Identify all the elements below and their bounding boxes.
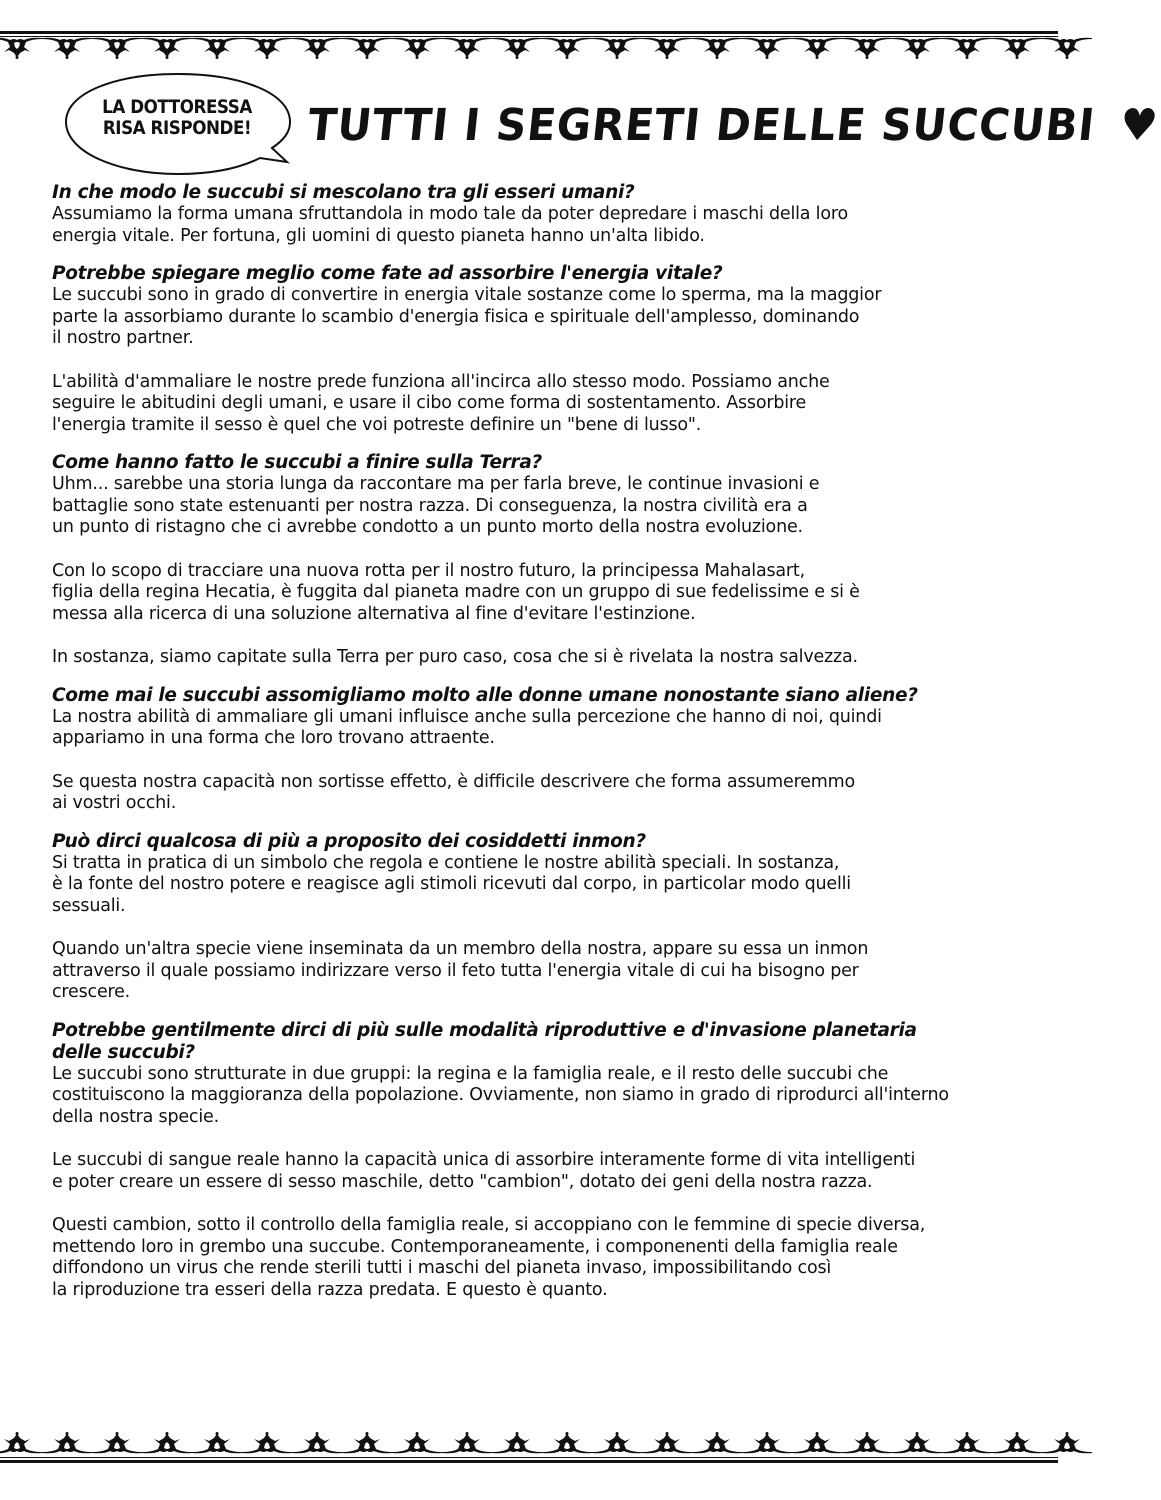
faq-item <box>52 263 1032 436</box>
lace-ornament-icon <box>292 1432 342 1454</box>
lace-ornament-icon <box>242 37 292 59</box>
answer-line: La nostra abilità di ammaliare gli umani influisce anche sulla percezione che hanno di noi, quindi <box>52 706 882 727</box>
lace-ornament-icon <box>492 37 542 59</box>
answer-line: appariamo in una forma che loro trovano attraente. <box>52 728 495 748</box>
faq-item <box>52 182 1032 247</box>
faq-question <box>52 831 1032 853</box>
paragraph-spacer <box>52 1193 1032 1215</box>
answer-line: figlia della regina Hecatia, è fuggita dal pianeta madre con un gruppo di sue fedelissime e si è <box>52 582 860 602</box>
border-line <box>0 1457 1058 1458</box>
lace-ornament-icon <box>692 1432 742 1454</box>
bubble-line-1: LA DOTTORESSA <box>102 96 252 118</box>
lace-ornament-icon <box>992 1432 1042 1454</box>
faq-item <box>52 831 1032 1004</box>
lace-ornament-icon <box>892 37 942 59</box>
answer-line: ai vostri occhi. <box>52 793 177 813</box>
lace-ornament-icon <box>442 37 492 59</box>
question-line: delle succubi? <box>52 1041 195 1063</box>
lace-ornament-icon <box>0 1432 42 1454</box>
lace-ornament-icon <box>392 37 442 59</box>
faq-question <box>52 182 1032 204</box>
paragraph-spacer <box>52 539 1032 561</box>
question-line: Potrebbe gentilmente dirci di più sulle modalità riproduttive e d'invasione planetaria <box>52 1019 917 1041</box>
faq-answer-paragraph <box>52 939 1032 1004</box>
question-line: Come hanno fatto le succubi a finire sulla Terra? <box>52 452 542 473</box>
top-ornamental-border <box>0 28 1058 62</box>
section-spacer <box>52 247 1032 263</box>
lace-ornament-icon <box>792 1432 842 1454</box>
answer-line: la riproduzione tra esseri della razza predata. E questo è quanto. <box>52 1279 608 1300</box>
lace-ornament-icon <box>242 1432 292 1454</box>
faq-answer-paragraph <box>52 372 1032 437</box>
answer-line: Quando un'altra specie viene inseminata da un membro della nostra, appare su essa un inmon <box>52 939 869 959</box>
lace-ornament-icon <box>842 37 892 59</box>
paragraph-spacer <box>52 1128 1032 1150</box>
bubble-caption <box>93 97 260 139</box>
faq-answer-paragraph <box>52 204 1032 247</box>
faq-answer-paragraph <box>52 1150 1032 1193</box>
lace-ornament-icon <box>342 37 392 59</box>
answer-line: e poter creare un essere di sesso maschile, detto "cambion", dotato dei geni della nostra razza. <box>52 1171 873 1192</box>
lace-ornament-icon <box>892 1432 942 1454</box>
question-line: Potrebbe spiegare meglio come fate ad assorbire l'energia vitale? <box>52 263 723 284</box>
lace-ornament-icon <box>542 1432 592 1454</box>
answer-line: attraverso il quale possiamo indirizzare verso il feto tutta l'energia vitale di cui ha bisogno per <box>52 960 859 981</box>
lace-ornament-icon <box>192 1432 242 1454</box>
answer-line: Se questa nostra capacità non sortisse effetto, è difficile descrivere che forma assumeremmo <box>52 771 855 792</box>
faq-answer-paragraph <box>52 474 1032 539</box>
answer-line: sessuali. <box>52 895 126 916</box>
lace-ornament-icon <box>442 1432 492 1454</box>
lace-ornament-icon <box>42 1432 92 1454</box>
faq-item <box>52 1020 1032 1302</box>
lace-ornament-icon <box>542 37 592 59</box>
answer-line: crescere. <box>52 982 131 1002</box>
paragraph-spacer <box>52 625 1032 647</box>
answer-line: In sostanza, siamo capitate sulla Terra per puro caso, cosa che si è rivelata la nostra salvezza. <box>52 647 858 667</box>
bottom-ornamental-border <box>0 1432 1058 1466</box>
lace-ornament-icon <box>192 37 242 59</box>
answer-line: Con lo scopo di tracciare una nuova rotta per il nostro futuro, la principessa Mahalasart, <box>52 560 805 581</box>
answer-line: Questi cambion, sotto il controllo della famiglia reale, si accoppiano con le femmine di specie diversa, <box>52 1215 926 1235</box>
paragraph-spacer <box>52 750 1032 772</box>
section-spacer <box>52 815 1032 831</box>
lace-ornament-icon <box>642 1432 692 1454</box>
faq-question <box>52 685 1032 707</box>
answer-line: Uhm... sarebbe una storia lunga da raccontare ma per farla breve, le continue invasioni e <box>52 474 820 494</box>
answer-line: è la fonte del nostro potere e reagisce agli stimoli ricevuti dal corpo, in particolar modo quelli <box>52 874 851 894</box>
faq-item <box>52 452 1032 669</box>
faq-question <box>52 263 1032 285</box>
page-title <box>305 100 1161 151</box>
faq-item <box>52 685 1032 815</box>
lace-ornament-icon <box>42 37 92 59</box>
border-line <box>0 1460 1058 1463</box>
faq-answer-paragraph <box>52 285 1032 350</box>
question-line: In che modo le succubi si mescolano tra gli esseri umani? <box>52 182 635 203</box>
bubble-line-2: RISA RISPONDE! <box>102 117 252 139</box>
faq-answer-paragraph <box>52 1064 1032 1129</box>
question-line: Come mai le succubi assomigliamo molto alle donne umane nonostante siano aliene? <box>52 684 918 706</box>
answer-line: Le succubi sono strutturate in due gruppi: la regina e la famiglia reale, e il resto delle succubi che <box>52 1063 889 1084</box>
faq-answer-paragraph <box>52 707 1032 750</box>
answer-line: Le succubi di sangue reale hanno la capacità unica di assorbire interamente forme di vita intelligenti <box>52 1150 916 1170</box>
answer-line: mettendo loro in grembo una succube. Contemporaneamente, i componenenti della famiglia reale <box>52 1236 898 1257</box>
faq-content <box>52 182 1032 1301</box>
question-line: Può dirci qualcosa di più a proposito dei cosiddetti inmon? <box>52 830 646 852</box>
lace-ornament-icon <box>692 37 742 59</box>
answer-line: parte la assorbiamo durante lo scambio d'energia fisica e spirituale dell'amplesso, dominando <box>52 306 860 327</box>
faq-answer-paragraph <box>52 1215 1032 1301</box>
answer-line: energia vitale. Per fortuna, gli uomini di questo pianeta hanno un'alta libido. <box>52 225 705 246</box>
lace-ornament-icon <box>592 37 642 59</box>
lace-ornament-icon <box>1042 37 1092 59</box>
answer-line: L'abilità d'ammaliare le nostre prede funziona all'incirca allo stesso modo. Possiamo anche <box>52 371 830 392</box>
lace-ornament-icon <box>592 1432 642 1454</box>
lace-ornament-icon <box>842 1432 892 1454</box>
lace-ornament-icon <box>392 1432 442 1454</box>
answer-line: Assumiamo la forma umana sfruttandola in modo tale da poter depredare i maschi della loro <box>52 204 848 224</box>
faq-question <box>52 452 1032 474</box>
answer-line: battaglie sono state estenuanti per nostra razza. Di conseguenza, la nostra civilità era a <box>52 495 808 516</box>
answer-line: un punto di ristagno che ci avrebbe condotto a un punto morto della nostra evoluzione. <box>52 517 803 537</box>
lace-ornament-icon <box>792 37 842 59</box>
answer-line: costituiscono la maggioranza della popolazione. Ovviamente, non siamo in grado di riprodurci all'interno <box>52 1085 949 1105</box>
lace-ornament-icon <box>292 37 342 59</box>
faq-answer-paragraph <box>52 647 1032 669</box>
section-spacer <box>52 436 1032 452</box>
answer-line: diffondono un virus che rende sterili tutti i maschi del pianeta invaso, impossibilitando così <box>52 1258 832 1278</box>
lace-ornament-icon <box>0 37 42 59</box>
section-spacer <box>52 1004 1032 1020</box>
lace-ornament-icon <box>92 1432 142 1454</box>
answer-line: seguire le abitudini degli umani, e usare il cibo come forma di sostentamento. Assorbire <box>52 393 807 413</box>
lace-ornament-icon <box>942 37 992 59</box>
lace-ornament-icon <box>742 1432 792 1454</box>
faq-answer-paragraph <box>52 772 1032 815</box>
lace-ornament-icon <box>142 1432 192 1454</box>
lace-ornament-icon <box>992 37 1042 59</box>
lace-ornament-icon <box>1042 1432 1092 1454</box>
lace-ornament-icon <box>742 37 792 59</box>
lace-ornament-icon <box>942 1432 992 1454</box>
answer-line: Si tratta in pratica di un simbolo che regola e contiene le nostre abilità speciali. In sostanza, <box>52 852 840 873</box>
answer-line: l'energia tramite il sesso è quel che voi potreste definire un "bene di lusso". <box>52 414 702 435</box>
lace-ornament-icon <box>642 37 692 59</box>
section-spacer <box>52 669 1032 685</box>
answer-line: il nostro partner. <box>52 328 194 348</box>
page-title-text: TUTTI I SEGRETI DELLE SUCCUBI <box>305 100 1098 151</box>
answer-line: Le succubi sono in grado di convertire in energia vitale sostanze come lo sperma, ma la maggior <box>52 285 882 305</box>
lace-ornament-icon <box>342 1432 392 1454</box>
paragraph-spacer <box>52 350 1032 372</box>
lace-ornament-icon <box>92 37 142 59</box>
answer-line: della nostra specie. <box>52 1106 219 1127</box>
lace-ornament-icon <box>492 1432 542 1454</box>
faq-answer-paragraph <box>52 561 1032 626</box>
heart-icon: ♥ <box>1117 100 1161 151</box>
lace-ornament-icon <box>142 37 192 59</box>
paragraph-spacer <box>52 917 1032 939</box>
faq-question <box>52 1020 1032 1064</box>
faq-answer-paragraph <box>52 853 1032 918</box>
ornament-row <box>0 37 1072 59</box>
border-line <box>0 31 1058 34</box>
answer-line: messa alla ricerca di una soluzione alternativa al fine d'evitare l'estinzione. <box>52 603 696 624</box>
ornament-row <box>0 1432 1072 1454</box>
